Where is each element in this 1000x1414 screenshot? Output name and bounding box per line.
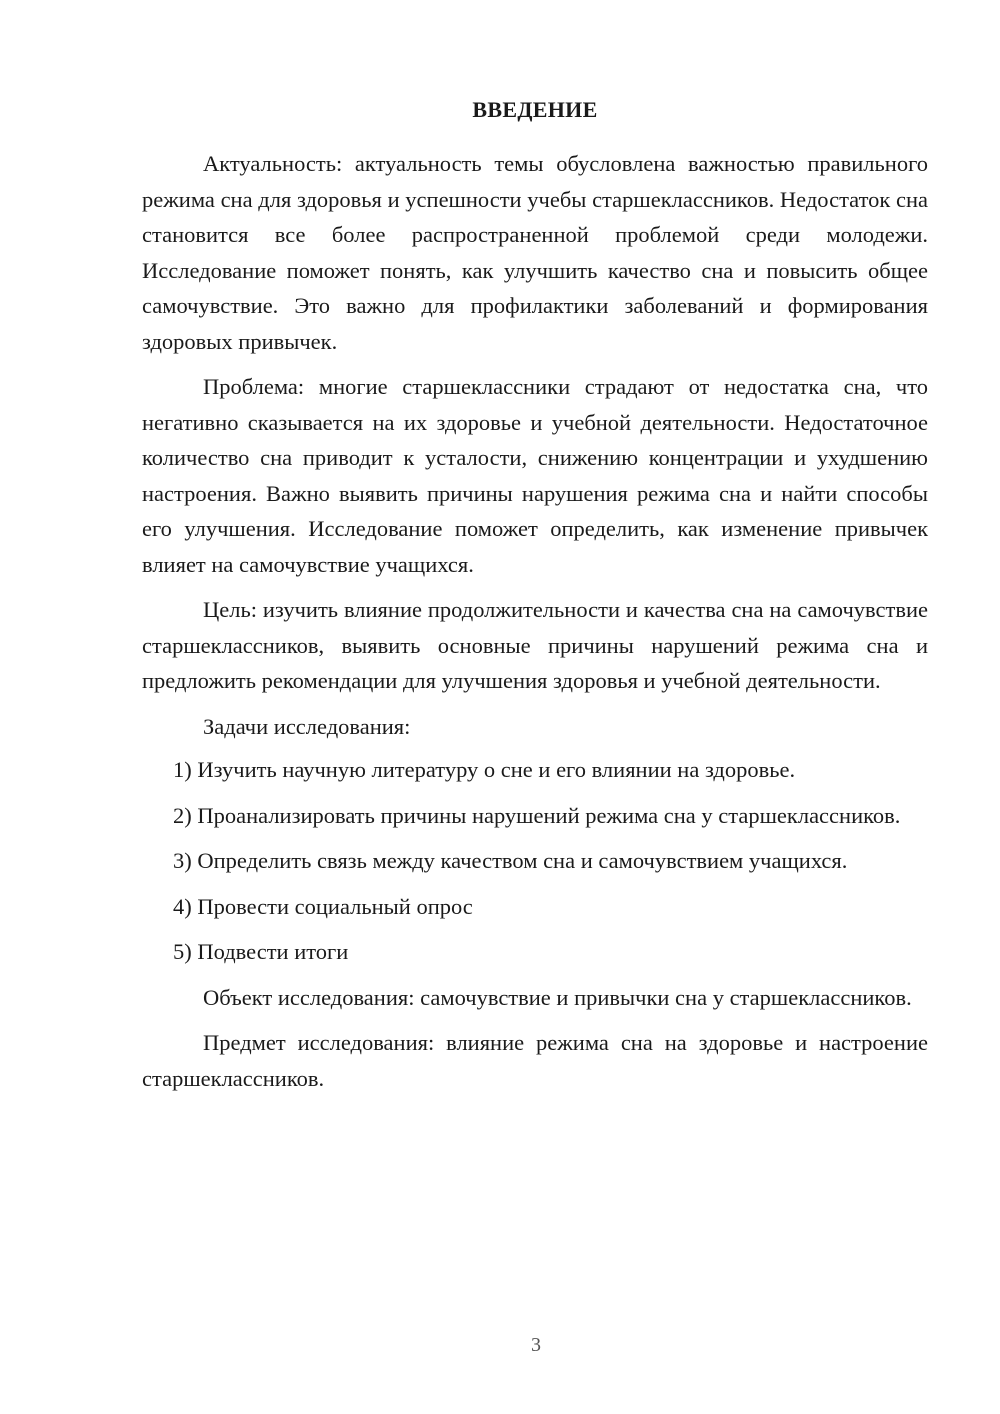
subject-paragraph: Предмет исследования: влияние режима сна на здоровье и настроение старшеклассников. xyxy=(142,1030,928,1091)
task-item-1: 1) Изучить научную литературу о сне и его влиянии на здоровье. xyxy=(173,757,796,782)
task-item-5: 5) Подвести итоги xyxy=(173,939,349,964)
goal-paragraph: Цель: изучить влияние продолжительности и качества сна на самочувствие старшеклассников, выявить основные причины нарушений режима сна и предложить рекомендации для улучшения здоровья и учебной деятельности. xyxy=(142,597,928,693)
task-item-2: 2) Проанализировать причины нарушений режима сна у старшеклассников. xyxy=(173,802,901,828)
task-item-4: 4) Провести социальный опрос xyxy=(173,893,473,919)
relevance-paragraph: Актуальность: актуальность темы обусловлена важностью правильного режима сна для здоровья и успешности учебы старшеклассников. Недостаток сна становится все более распространенной проблемой среди молодежи. Исследование поможет понять, как улучшить качество сна и повысить общее самочувствие. Это важно для профилактики заболеваний и формирования здоровых привычек. xyxy=(142,151,928,354)
section-heading: ВВЕДЕНИЕ xyxy=(472,97,598,122)
document-page xyxy=(142,96,928,1106)
object-paragraph: Объект исследования: самочувствие и привычки сна у старшеклассников. xyxy=(203,984,912,1010)
tasks-list xyxy=(142,752,928,970)
tasks-intro: Задачи исследования: xyxy=(203,713,411,739)
page-number: 3 xyxy=(531,1334,541,1356)
problem-paragraph: Проблема: многие старшеклассники страдают от недостатка сна, что негативно сказывается на их здоровье и учебной деятельности. Недостаточное количество сна приводит к усталости, снижению концентрации и ухудшению настроения. Важно выявить причины нарушения режима сна и найти способы его улучшения. Исследование поможет определить, как изменение привычек влияет на самочувствие учащихся. xyxy=(142,374,928,577)
task-item-3: 3) Определить связь между качеством сна и самочувствием учащихся. xyxy=(173,848,848,873)
